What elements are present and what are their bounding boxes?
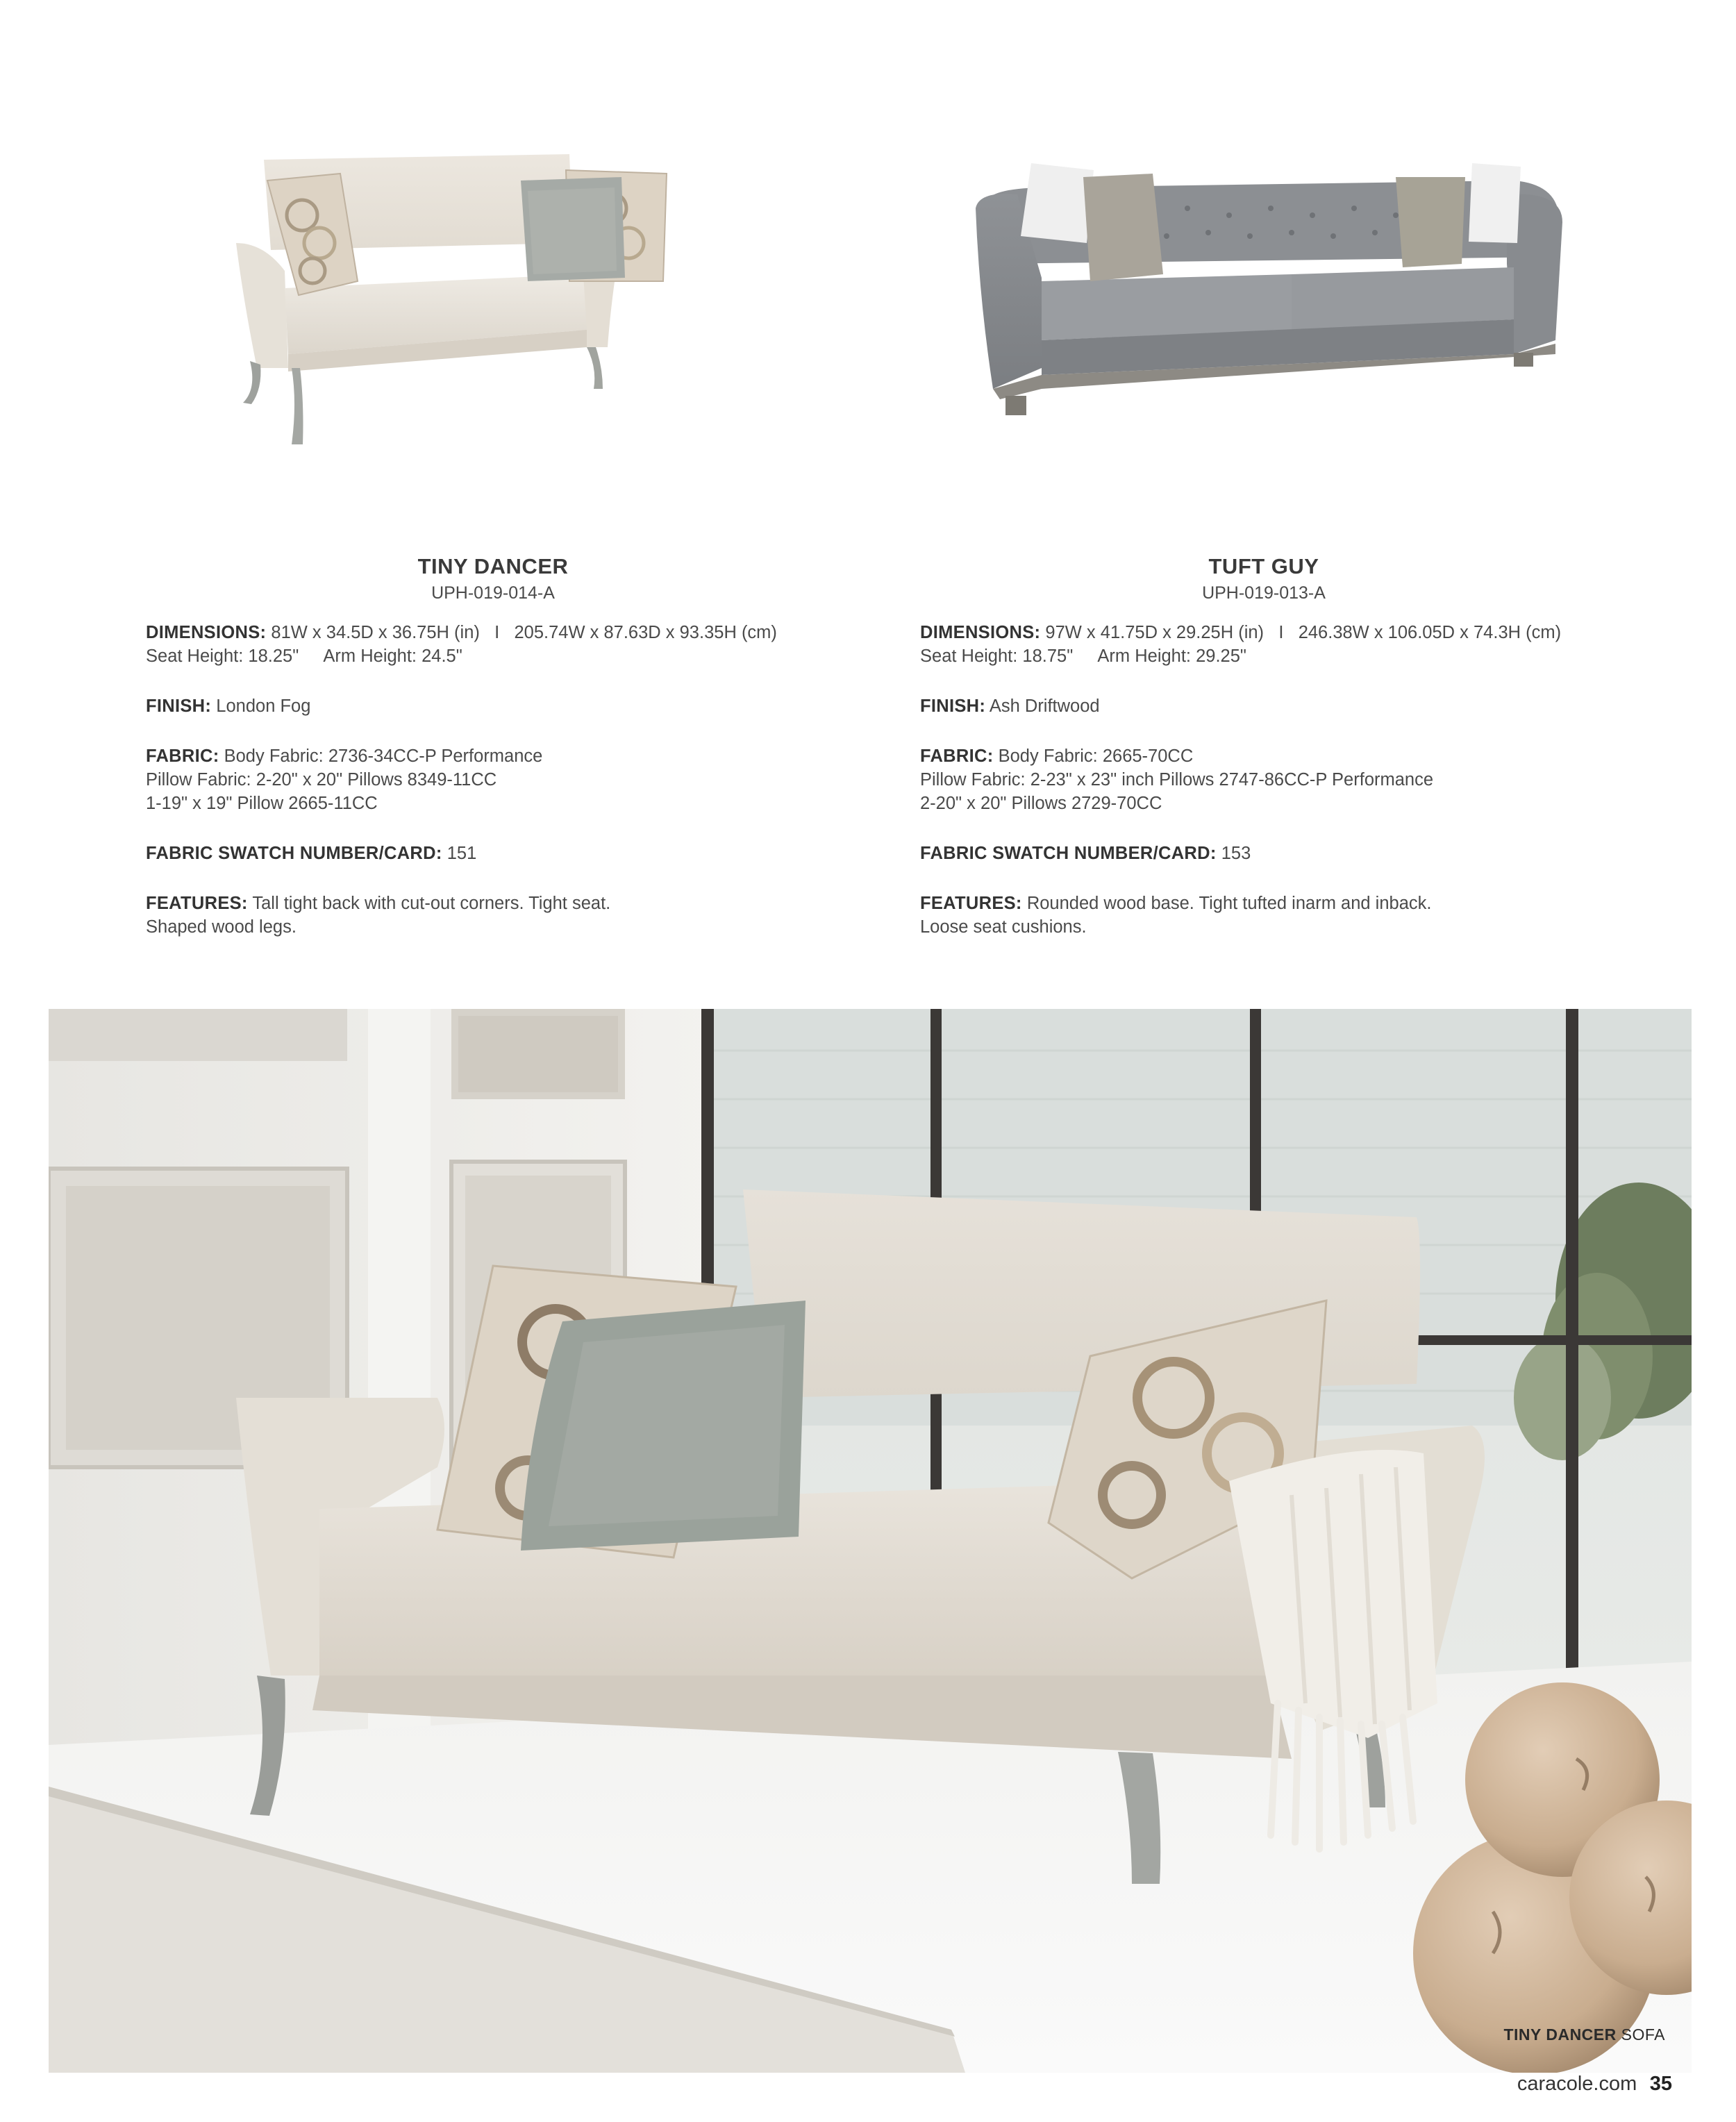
features-label: FEATURES:: [920, 894, 1022, 913]
features-line: Rounded wood base. Tight tufted inarm and inback.: [1026, 894, 1432, 913]
finish-label: FINISH:: [146, 696, 212, 716]
fabric-label: FABRIC:: [920, 746, 994, 766]
dimensions-inches: 97W x 41.75D x 29.25H (in): [1045, 623, 1265, 642]
fabric-line: Body Fabric: 2665-70CC: [998, 746, 1194, 766]
product-code-tuft-guy: UPH-019-013-A: [1202, 583, 1326, 603]
dimensions-label: DIMENSIONS:: [920, 623, 1041, 642]
dimensions-label: DIMENSIONS:: [146, 623, 267, 642]
dimensions-separator: I: [1278, 623, 1284, 642]
finish-label: FINISH:: [920, 696, 986, 716]
dimensions-separator: I: [494, 623, 500, 642]
product-title-tiny-dancer: TINY DANCER: [417, 554, 569, 578]
seat-height: Seat Height: 18.25": [146, 646, 299, 666]
swatch-value: 153: [1221, 844, 1251, 863]
dimensions-cm: 246.38W x 106.05D x 74.3H (cm): [1298, 623, 1562, 642]
product-code-tiny-dancer: UPH-019-014-A: [431, 583, 555, 603]
spec-block-tiny-dancer: [146, 621, 910, 965]
arm-height: Arm Height: 29.25": [1097, 646, 1246, 666]
finish-value: Ash Driftwood: [989, 696, 1100, 716]
fabric-line: Pillow Fabric: 2-20" x 20" Pillows 8349-11CC: [146, 770, 497, 790]
page-number: 35: [1649, 2073, 1672, 2095]
finish-value: London Fog: [216, 696, 311, 716]
photo-caption: [1503, 2025, 1665, 2044]
tiny-dancer-room-photo: [49, 1009, 1692, 2073]
swatch-label: FABRIC SWATCH NUMBER/CARD:: [146, 844, 442, 863]
caption-product-name: TINY DANCER: [1503, 2025, 1617, 2044]
tuft-guy-product-photo: [965, 160, 1576, 437]
fabric-label: FABRIC:: [146, 746, 219, 766]
dimensions-cm: 205.74W x 87.63D x 93.35H (cm): [514, 623, 777, 642]
spec-block-tuft-guy: [920, 621, 1719, 965]
fabric-line: Pillow Fabric: 2-23" x 23" inch Pillows 2747-86CC-P Performance: [920, 770, 1434, 790]
website-link[interactable]: caracole.com: [1517, 2073, 1637, 2095]
tiny-dancer-product-photo: [222, 139, 750, 458]
fabric-line: Body Fabric: 2736-34CC-P Performance: [224, 746, 543, 766]
features-label: FEATURES:: [146, 894, 248, 913]
seat-height: Seat Height: 18.75": [920, 646, 1074, 666]
fabric-line: 1-19" x 19" Pillow 2665-11CC: [146, 794, 378, 813]
fabric-line: 2-20" x 20" Pillows 2729-70CC: [920, 794, 1162, 813]
page-footer: [1517, 2073, 1672, 2096]
swatch-value: 151: [446, 844, 477, 863]
product-title-tuft-guy: TUFT GUY: [1208, 554, 1319, 578]
caption-product-type: SOFA: [1621, 2025, 1665, 2044]
dimensions-inches: 81W x 34.5D x 36.75H (in): [271, 623, 480, 642]
features-line: Shaped wood legs.: [146, 917, 297, 937]
features-line: Loose seat cushions.: [920, 917, 1087, 937]
arm-height: Arm Height: 24.5": [323, 646, 462, 666]
features-line: Tall tight back with cut-out corners. Tight seat.: [252, 894, 611, 913]
swatch-label: FABRIC SWATCH NUMBER/CARD:: [920, 844, 1217, 863]
